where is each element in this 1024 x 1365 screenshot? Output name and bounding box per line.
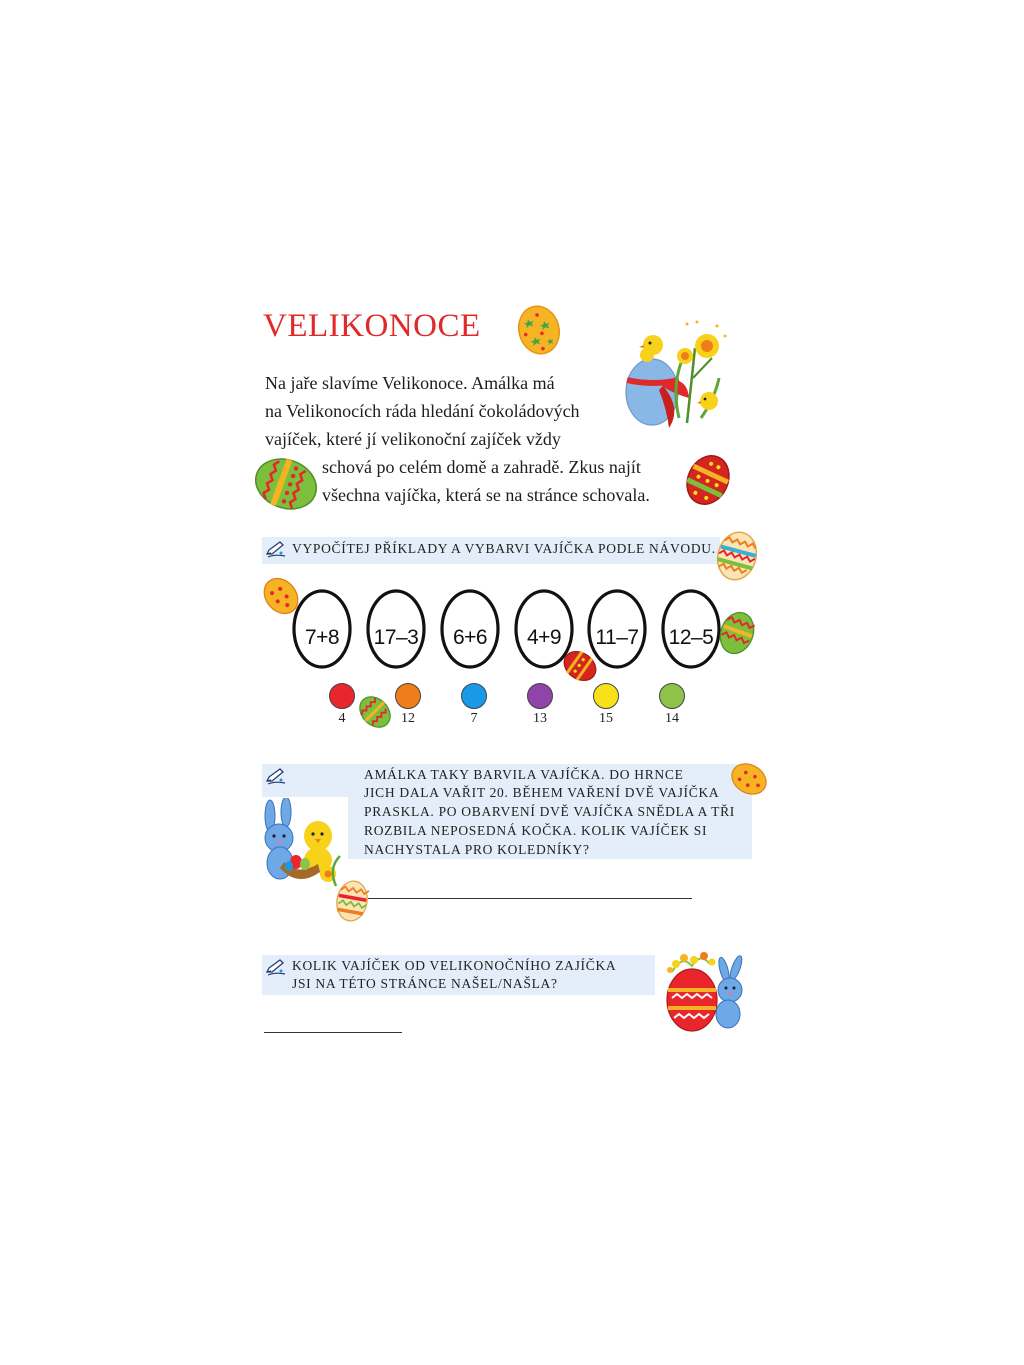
task2-line-3: PRASKLA. PO OBARVENÍ DVĚ VAJÍČKA SNĚDLA A TŘI [364,804,735,819]
color-dot-purple [528,684,553,709]
color-key-value-4: 13 [533,711,547,726]
color-dot-blue [462,684,487,709]
intro-line-2: na Velikonocích ráda hledání čokoládových [265,401,580,421]
pencil-icon [265,540,287,558]
color-key-value-6: 14 [665,711,679,726]
task2-line-2: JICH DALA VAŘIT 20. BĚHEM VAŘENÍ DVĚ VAJÍČKA [364,785,720,800]
bunny-chick-basket-illustration [258,798,346,890]
hidden-egg-icon[interactable] [253,454,319,514]
intro-line-3: vajíček, které jí velikonoční zajíček vždy [265,429,561,449]
pencil-icon [265,958,287,976]
intro-line-5: všechna vajíčka, která se na stránce schovala. [322,485,650,505]
intro-line-4: schová po celém domě a zahradě. Zkus najít [322,457,641,477]
task2-line-1: AMÁLKA TAKY BARVILA VAJÍČKA. DO HRNCE [364,767,684,782]
color-dot-orange [396,684,421,709]
task3-line-1: KOLIK VAJÍČEK OD VELIKONOČNÍHO ZAJÍČKA [292,958,617,973]
math-problem-1: 7+8 [304,626,340,649]
color-dot-red [330,684,355,709]
math-problem-3: 6+6 [452,626,488,649]
math-problem-6: 12–5 [668,626,714,649]
hidden-egg-icon[interactable] [356,693,394,731]
hidden-egg-icon[interactable] [332,878,372,924]
easter-egg-chicks-illustration [617,318,732,436]
color-dot-yellow [594,684,619,709]
math-problem-4: 4+9 [526,626,562,649]
color-key-value-1: 4 [338,711,346,726]
task2-line-4: ROZBILA NEPOSEDNÁ KOČKA. KOLIK VAJÍČEK SI [364,823,708,838]
hidden-egg-icon[interactable] [513,303,565,357]
math-problem-5: 11–7 [595,626,639,649]
task3-answer-line[interactable] [264,1032,402,1033]
hidden-egg-icon[interactable] [729,760,769,798]
hidden-egg-icon[interactable] [682,453,734,507]
color-key-value-2: 12 [401,711,415,726]
task3-line-2: JSI NA TÉTO STRÁNCE NAŠEL/NAŠLA? [292,976,558,991]
math-problem-2: 17–3 [373,626,419,649]
task2-answer-line[interactable] [368,898,692,899]
pencil-icon [265,767,287,785]
hidden-egg-icon[interactable] [713,528,761,584]
color-key-value-3: 7 [470,711,478,726]
hidden-egg-icon[interactable] [561,648,599,684]
math-eggs-row [290,588,730,670]
task1-instruction: VYPOČÍTEJ PŘÍKLADY A VYBARVI VAJÍČKA PODLE NÁVODU. [292,541,716,556]
bunny-egg-illustration [662,950,754,1034]
page-title: VELIKONOCE [263,308,481,344]
color-dot-green [660,684,685,709]
color-key-value-5: 15 [599,711,613,726]
hidden-egg-icon[interactable] [714,610,760,656]
task2-line-5: NACHYSTALA PRO KOLEDNÍKY? [364,842,590,857]
intro-line-1: Na jaře slavíme Velikonoce. Amálka má [265,373,555,393]
